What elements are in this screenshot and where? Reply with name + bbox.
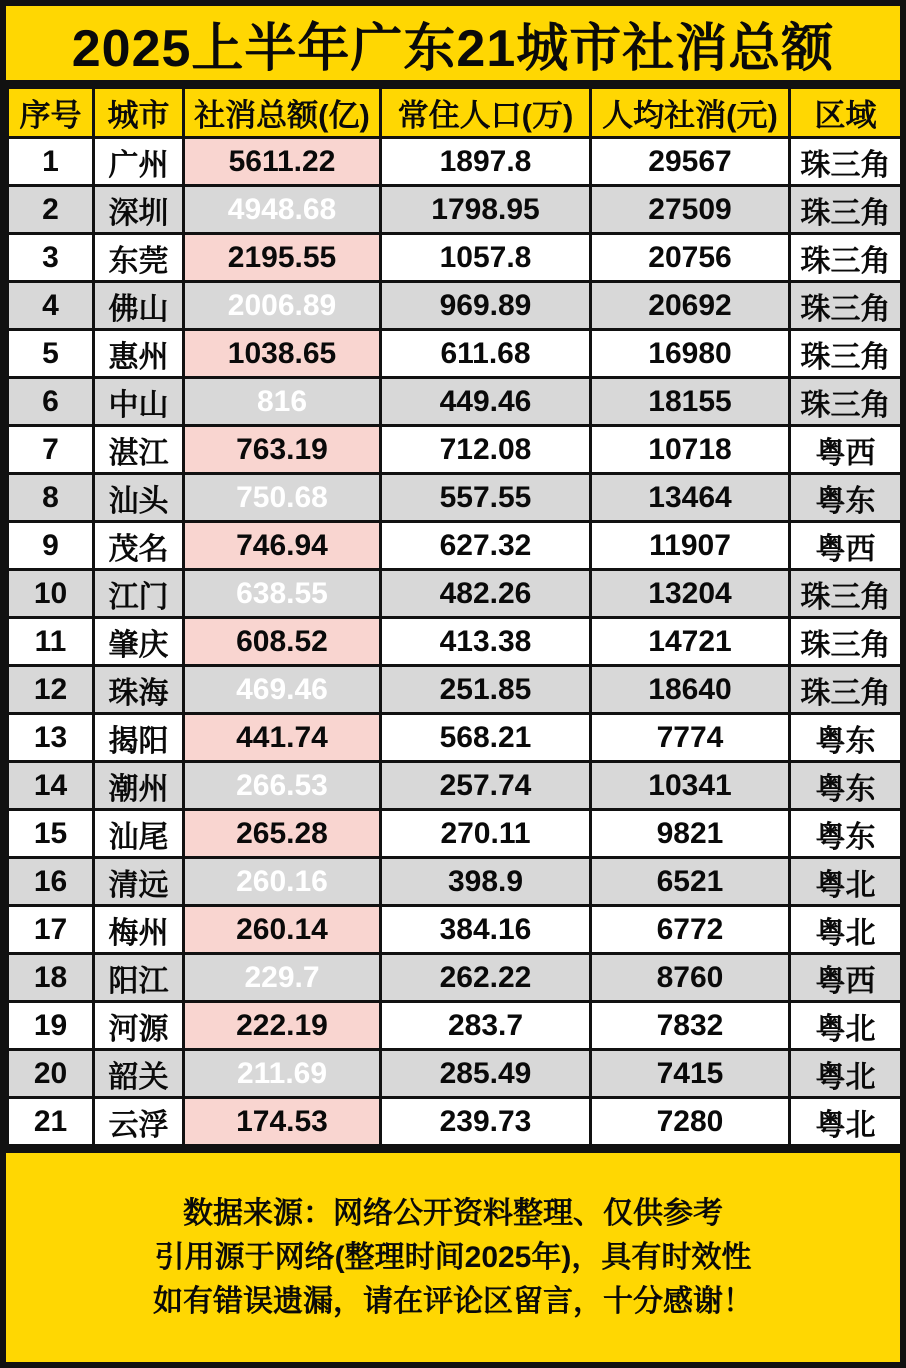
table-row (8, 330, 902, 378)
table-row (8, 234, 902, 282)
table-row (8, 282, 902, 330)
cell-population: 449.46 (381, 378, 591, 426)
cell-population: 384.16 (381, 906, 591, 954)
cell-region: 珠三角 (790, 282, 902, 330)
cell-rank: 17 (8, 906, 94, 954)
cell-total: 469.46 (184, 666, 381, 714)
cell-population: 712.08 (381, 426, 591, 474)
cell-city: 中山 (94, 378, 184, 426)
table-row (8, 570, 902, 618)
cell-population: 627.32 (381, 522, 591, 570)
header-city: 城市 (94, 88, 184, 138)
cell-population: 262.22 (381, 954, 591, 1002)
cell-population: 482.26 (381, 570, 591, 618)
header-region: 区域 (790, 88, 902, 138)
cell-per-capita: 18155 (591, 378, 790, 426)
cell-per-capita: 11907 (591, 522, 790, 570)
cell-per-capita: 27509 (591, 186, 790, 234)
cell-region: 粤东 (790, 810, 902, 858)
cell-total: 763.19 (184, 426, 381, 474)
cell-city: 珠海 (94, 666, 184, 714)
cell-total: 750.68 (184, 474, 381, 522)
cell-region: 粤西 (790, 522, 902, 570)
cell-total: 266.53 (184, 762, 381, 810)
footer-line-feedback: 如有错误遗漏，请在评论区留言，十分感谢！ (153, 1284, 753, 1318)
cell-city: 阳江 (94, 954, 184, 1002)
cell-city: 惠州 (94, 330, 184, 378)
cell-population: 257.74 (381, 762, 591, 810)
cell-population: 611.68 (381, 330, 591, 378)
cell-per-capita: 10341 (591, 762, 790, 810)
cell-rank: 18 (8, 954, 94, 1002)
table-row (8, 858, 902, 906)
cell-per-capita: 7280 (591, 1098, 790, 1146)
cell-city: 江门 (94, 570, 184, 618)
cell-rank: 12 (8, 666, 94, 714)
footer-note (6, 1153, 900, 1362)
cell-total: 229.7 (184, 954, 381, 1002)
table-row (8, 762, 902, 810)
cell-region: 粤北 (790, 906, 902, 954)
cell-city: 河源 (94, 1002, 184, 1050)
header-population: 常住人口(万) (381, 88, 591, 138)
cell-rank: 15 (8, 810, 94, 858)
cell-city: 揭阳 (94, 714, 184, 762)
cell-rank: 20 (8, 1050, 94, 1098)
cell-region: 珠三角 (790, 330, 902, 378)
table-row (8, 1098, 902, 1146)
cell-per-capita: 13464 (591, 474, 790, 522)
cell-rank: 14 (8, 762, 94, 810)
cell-per-capita: 20692 (591, 282, 790, 330)
cell-per-capita: 6521 (591, 858, 790, 906)
cell-total: 174.53 (184, 1098, 381, 1146)
cell-region: 粤北 (790, 1002, 902, 1050)
cell-region: 粤北 (790, 1098, 902, 1146)
cell-city: 梅州 (94, 906, 184, 954)
cell-rank: 7 (8, 426, 94, 474)
cell-city: 潮州 (94, 762, 184, 810)
cell-rank: 6 (8, 378, 94, 426)
cell-city: 汕头 (94, 474, 184, 522)
cell-region: 珠三角 (790, 138, 902, 186)
cell-city: 湛江 (94, 426, 184, 474)
cell-region: 珠三角 (790, 186, 902, 234)
cell-per-capita: 29567 (591, 138, 790, 186)
table-row (8, 138, 902, 186)
cell-region: 珠三角 (790, 618, 902, 666)
cell-region: 珠三角 (790, 570, 902, 618)
cell-city: 茂名 (94, 522, 184, 570)
table-row (8, 906, 902, 954)
cell-population: 283.7 (381, 1002, 591, 1050)
table-row (8, 474, 902, 522)
cell-per-capita: 18640 (591, 666, 790, 714)
cell-city: 汕尾 (94, 810, 184, 858)
table-row (8, 522, 902, 570)
cell-city: 云浮 (94, 1098, 184, 1146)
cell-region: 粤北 (790, 858, 902, 906)
cell-per-capita: 9821 (591, 810, 790, 858)
cell-population: 251.85 (381, 666, 591, 714)
cell-per-capita: 14721 (591, 618, 790, 666)
cell-per-capita: 8760 (591, 954, 790, 1002)
cell-population: 285.49 (381, 1050, 591, 1098)
table-row (8, 714, 902, 762)
cell-total: 260.14 (184, 906, 381, 954)
cell-region: 粤东 (790, 474, 902, 522)
cell-total: 5611.22 (184, 138, 381, 186)
cell-total: 4948.68 (184, 186, 381, 234)
header-per-capita: 人均社消(元) (591, 88, 790, 138)
table-row (8, 810, 902, 858)
cell-rank: 1 (8, 138, 94, 186)
cell-total: 265.28 (184, 810, 381, 858)
cell-region: 粤东 (790, 714, 902, 762)
cell-per-capita: 20756 (591, 234, 790, 282)
cell-region: 粤西 (790, 954, 902, 1002)
cell-population: 1057.8 (381, 234, 591, 282)
cell-city: 佛山 (94, 282, 184, 330)
cell-rank: 21 (8, 1098, 94, 1146)
cell-total: 2195.55 (184, 234, 381, 282)
cell-rank: 16 (8, 858, 94, 906)
cell-total: 441.74 (184, 714, 381, 762)
cell-region: 珠三角 (790, 234, 902, 282)
cell-rank: 3 (8, 234, 94, 282)
cell-rank: 5 (8, 330, 94, 378)
table-row (8, 618, 902, 666)
cell-rank: 10 (8, 570, 94, 618)
cell-rank: 9 (8, 522, 94, 570)
cell-population: 568.21 (381, 714, 591, 762)
cell-region: 珠三角 (790, 378, 902, 426)
cell-total: 746.94 (184, 522, 381, 570)
cell-city: 肇庆 (94, 618, 184, 666)
cell-total: 211.69 (184, 1050, 381, 1098)
cell-rank: 4 (8, 282, 94, 330)
cell-population: 270.11 (381, 810, 591, 858)
cell-city: 清远 (94, 858, 184, 906)
header-total: 社消总额(亿) (184, 88, 381, 138)
table-row (8, 1002, 902, 1050)
cell-rank: 11 (8, 618, 94, 666)
cell-per-capita: 7774 (591, 714, 790, 762)
cell-rank: 2 (8, 186, 94, 234)
cell-total: 260.16 (184, 858, 381, 906)
header-rank: 序号 (8, 88, 94, 138)
cell-population: 398.9 (381, 858, 591, 906)
table-row (8, 1050, 902, 1098)
table-row (8, 378, 902, 426)
city-consumption-table (6, 86, 903, 1147)
cell-total: 222.19 (184, 1002, 381, 1050)
cell-region: 粤西 (790, 426, 902, 474)
cell-per-capita: 7832 (591, 1002, 790, 1050)
cell-region: 粤东 (790, 762, 902, 810)
table-header-row (8, 88, 902, 138)
cell-population: 557.55 (381, 474, 591, 522)
table-body (8, 138, 902, 1146)
cell-city: 深圳 (94, 186, 184, 234)
cell-per-capita: 16980 (591, 330, 790, 378)
footer-line-citation: 引用源于网络(整理时间2025年)，具有时效性 (154, 1240, 752, 1274)
cell-region: 珠三角 (790, 666, 902, 714)
footer-line-source: 数据来源：网络公开资料整理、仅供参考 (183, 1196, 723, 1230)
cell-per-capita: 10718 (591, 426, 790, 474)
cell-population: 969.89 (381, 282, 591, 330)
cell-population: 1897.8 (381, 138, 591, 186)
cell-total: 1038.65 (184, 330, 381, 378)
cell-rank: 19 (8, 1002, 94, 1050)
cell-total: 2006.89 (184, 282, 381, 330)
cell-region: 粤北 (790, 1050, 902, 1098)
cell-total: 638.55 (184, 570, 381, 618)
cell-per-capita: 6772 (591, 906, 790, 954)
cell-population: 1798.95 (381, 186, 591, 234)
cell-total: 608.52 (184, 618, 381, 666)
table-row (8, 426, 902, 474)
cell-total: 816 (184, 378, 381, 426)
cell-rank: 8 (8, 474, 94, 522)
cell-city: 广州 (94, 138, 184, 186)
page-title: 2025上半年广东21城市社消总额 (6, 6, 900, 80)
cell-per-capita: 7415 (591, 1050, 790, 1098)
cell-city: 东莞 (94, 234, 184, 282)
cell-population: 413.38 (381, 618, 591, 666)
table-row (8, 666, 902, 714)
cell-per-capita: 13204 (591, 570, 790, 618)
cell-city: 韶关 (94, 1050, 184, 1098)
table-row (8, 954, 902, 1002)
cell-population: 239.73 (381, 1098, 591, 1146)
cell-rank: 13 (8, 714, 94, 762)
table-row (8, 186, 902, 234)
